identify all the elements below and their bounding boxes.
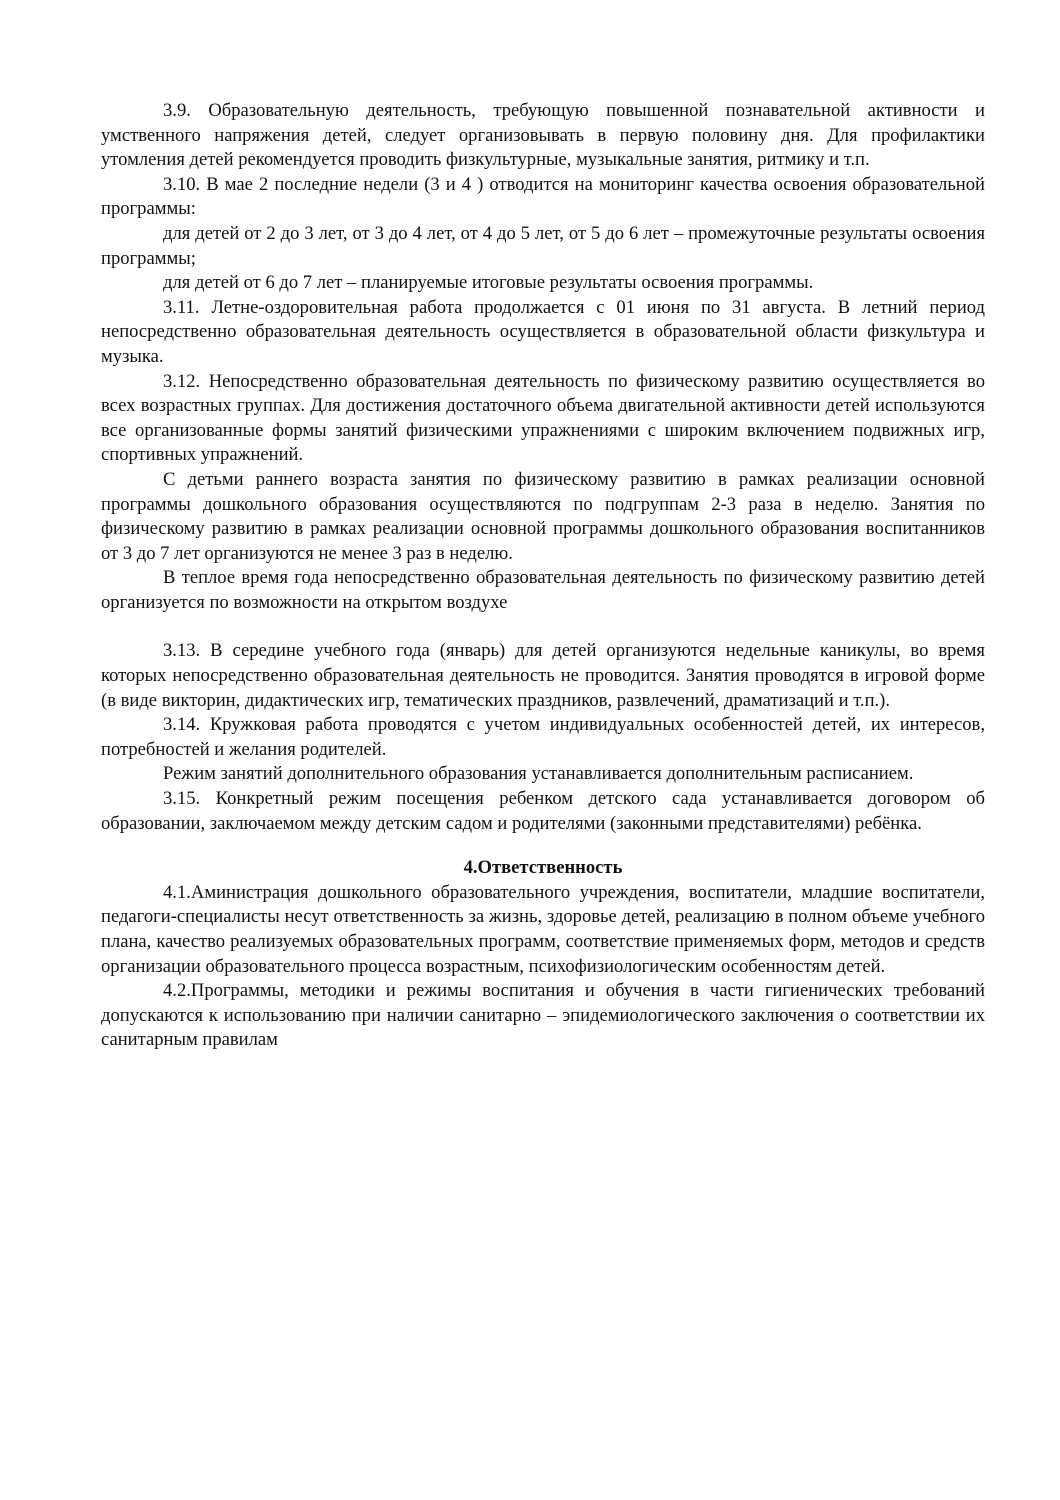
paragraph-3-10: 3.10. В мае 2 последние недели (3 и 4 ) отводится на мониторинг качества освоения образовательной программы:	[101, 173, 985, 220]
paragraph-4-2: 4.2.Программы, методики и режимы воспитания и обучения в части гигиенических требований допускаются к использованию при наличии санитарно – эпидемиологического заключения о соответствии их санитарным правилам	[101, 980, 985, 1051]
blank-line	[101, 836, 985, 856]
paragraph-3-10-final: для детей от 6 до 7 лет – планируемые итоговые результаты освоения программы.	[163, 272, 814, 294]
paragraph-4-1: 4.1.Аминистрация дошкольного образовательного учреждения, воспитатели, младшие воспитатели, педагоги-специалисты несут ответственность за жизнь, здоровье детей, реализацию в полном объеме учебного плана, качество реализуемых образовательных программ, соответствие применяемых форм, методов и средств организации образовательного процесса возрастным, психофизиологическим особенностям детей.	[101, 881, 985, 977]
paragraph-3-12: 3.12. Непосредственно образовательная деятельность по физическому развитию осуществляется во всех возрастных группах. Для достижения достаточного объема двигательной активности детей используются все организованные формы занятий физическими упражнениями с широким включением подвижных игр, спортивных упражнений.	[101, 370, 985, 466]
paragraph-3-12-early-age: С детьми раннего возраста занятия по физическому развитию в рамках реализации основной программы дошкольного образования осуществляются по подгруппам 2-3 раза в неделю. Занятия по физическому развитию в рамках реализации основной программы дошкольного образования воспитанников от 3 до 7 лет организуются не менее 3 раз в неделю.	[101, 468, 985, 564]
paragraph-3-14-schedule: Режим занятий дополнительного образования устанавливается дополнительным расписанием.	[163, 763, 914, 785]
paragraph-3-15: 3.15. Конкретный режим посещения ребенком детского сада устанавливается договором об образовании, заключаемом между детским садом и родителями (законными представителями) ребёнка.	[101, 788, 985, 834]
paragraph-3-9: 3.9. Образовательную деятельность, требующую повышенной познавательной активности и умственного напряжения детей, следует организовывать в первую половину дня. Для профилактики утомления детей рекомендуется проводить физкультурные, музыкальные занятия, ритмику и т.п.	[101, 100, 985, 171]
blank-line	[101, 615, 985, 639]
section-title: 4.Ответственность	[463, 857, 623, 879]
paragraph-3-13: 3.13. В середине учебного года (январь) для детей организуются недельные каникулы, во время которых непосредственно образовательная деятельность не проводится. Занятия проводятся в игровой форме (в виде викторин, дидактических игр, тематических праздников, развлечений, драматизаций и т.п.).	[101, 640, 985, 711]
paragraph-3-12-warm-season: В теплое время года непосредственно образовательная деятельность по физическому развитию детей организуется по возможности на открытом воздухе	[101, 567, 985, 613]
paragraph-3-11: 3.11. Летне-оздоровительная работа продолжается с 01 июня по 31 августа. В летний период непосредственно образовательная деятельность осуществляется в образовательной области физкультура и музыка.	[101, 296, 985, 367]
paragraph-3-14: 3.14. Кружковая работа проводятся с учетом индивидуальных особенностей детей, их интересов, потребностей и желания родителей.	[101, 714, 985, 760]
paragraph-3-10-intermediate: для детей от 2 до 3 лет, от 3 до 4 лет, от 4 до 5 лет, от 5 до 6 лет – промежуточные результаты освоения программы;	[101, 222, 985, 269]
